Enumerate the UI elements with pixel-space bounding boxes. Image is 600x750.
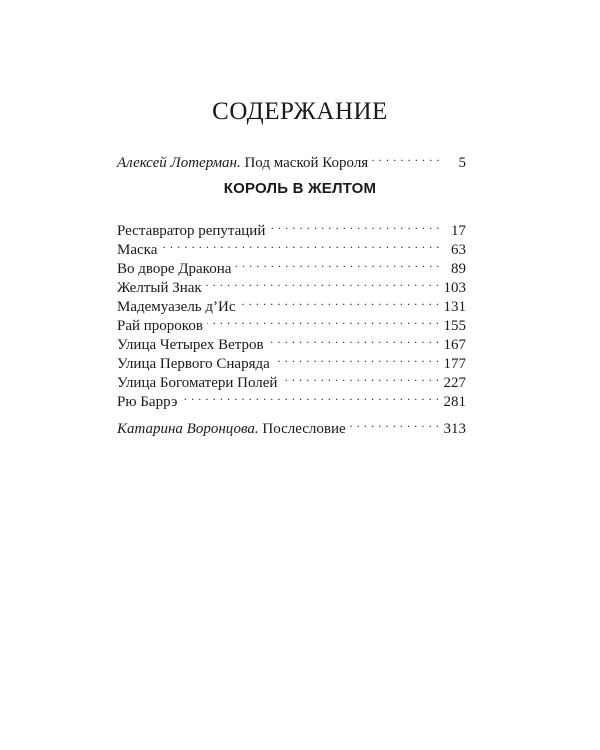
toc-entry-title: Под маской Короля (244, 155, 369, 171)
toc-page-number: 63 (451, 242, 466, 258)
page-title: СОДЕРЖАНИЕ (212, 98, 388, 125)
leader-dots (161, 234, 440, 254)
leader-dots (206, 272, 440, 292)
toc-entry-title: Мадемуазель д’Ис (117, 299, 236, 315)
toc-entry-author: Алексей Лотерман. (117, 155, 241, 171)
toc-entry-title: Рай пророков (117, 318, 203, 334)
toc-entry-title: Во дворе Дракона (117, 261, 232, 277)
toc-page-number: 131 (443, 299, 466, 315)
leader-dots (269, 215, 440, 235)
toc-page-number: 155 (443, 318, 466, 334)
leader-dots (350, 413, 440, 433)
toc-entry (117, 367, 466, 391)
toc-entry-title: Улица Первого Снаряда (117, 356, 270, 372)
toc-page-number: 313 (443, 421, 466, 437)
toc-entry (117, 215, 466, 239)
toc-entry (117, 329, 466, 353)
leader-dots (240, 291, 440, 311)
toc-entry-author: Катарина Воронцова. (117, 421, 259, 437)
leader-dots (235, 253, 440, 273)
toc-entry (117, 253, 466, 277)
toc-entry (117, 310, 466, 334)
toc-page-number: 177 (443, 356, 466, 372)
toc-entry-label (117, 153, 368, 173)
toc-page-number: 227 (443, 375, 466, 391)
leader-dots (281, 367, 439, 387)
toc-entry-title: Послесловие (262, 421, 346, 437)
toc-entry-label (117, 419, 346, 439)
leader-dots (207, 310, 440, 330)
toc-entry-afterword (117, 413, 466, 437)
toc-entry-title: Маска (117, 242, 158, 258)
toc-entry-intro (117, 147, 466, 171)
toc-entry (117, 272, 466, 296)
leader-dots (268, 329, 440, 349)
toc-entry-title: Желтый Знак (117, 280, 202, 296)
toc-entry-title: Улица Четырех Ветров (117, 337, 264, 353)
toc-page-number: 89 (451, 261, 466, 277)
toc-entry-title: Улица Богоматери Полей (117, 375, 278, 391)
section-heading: КОРОЛЬ В ЖЕЛТОМ (223, 180, 377, 197)
toc-entry (117, 348, 466, 372)
toc-entry (117, 291, 466, 315)
toc-entry-title: Рю Баррэ (117, 394, 178, 410)
leader-dots (181, 386, 439, 406)
toc-page-number: 103 (443, 280, 466, 296)
toc-page-number: 5 (458, 155, 466, 171)
leader-dots (274, 348, 440, 368)
toc-page-number: 281 (443, 394, 466, 410)
toc-page-number: 167 (443, 337, 466, 353)
toc-entry-title: Реставратор репутаций (117, 223, 266, 239)
toc-page-number: 17 (451, 223, 466, 239)
toc-entry (117, 234, 466, 258)
leader-dots (372, 147, 440, 167)
toc-entry (117, 386, 466, 410)
